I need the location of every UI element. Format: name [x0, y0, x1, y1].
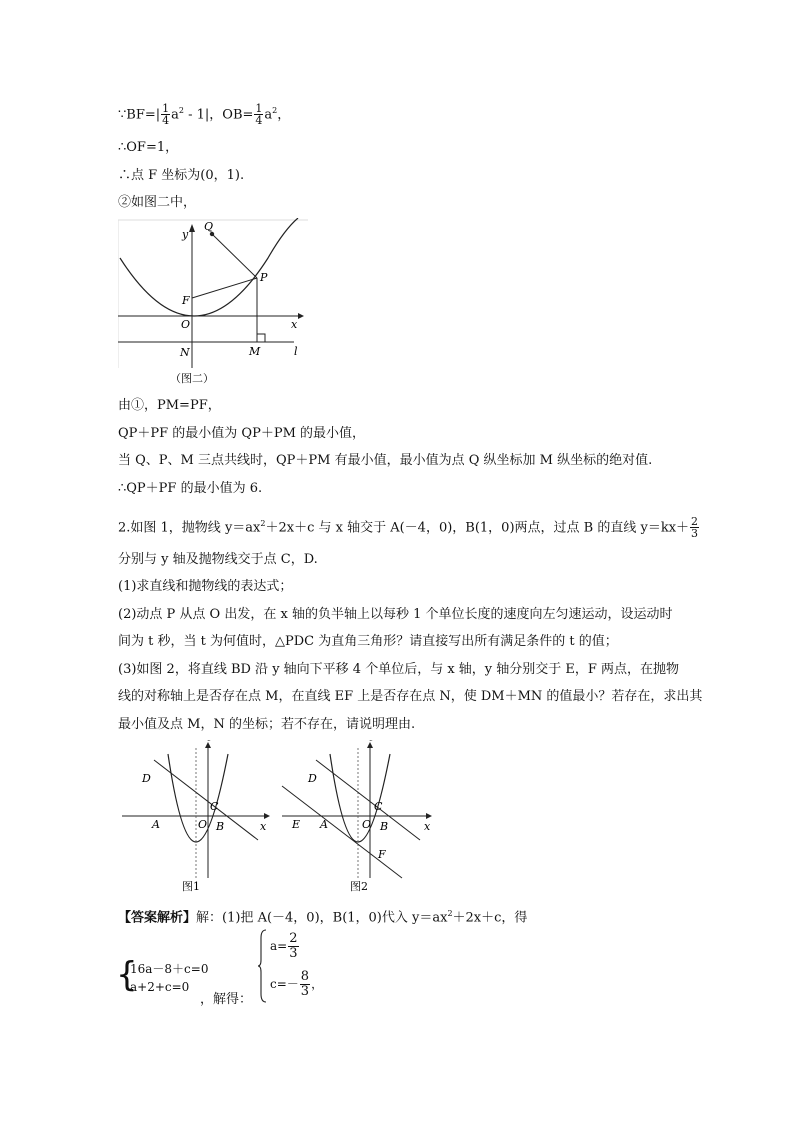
figure-2b-caption: 图2 [350, 880, 368, 892]
label-a: A [152, 818, 160, 831]
q2-part-3c: 最小值及点 M，N 的坐标；若不存在，请说明理由. [118, 717, 416, 732]
label-m: M [249, 345, 261, 358]
segment-qp [212, 234, 257, 278]
answer-tag: 【答案解析】 [118, 910, 197, 926]
y-axis-arrow [367, 742, 373, 748]
label-x: x [260, 820, 267, 833]
fraction-8-3: $\frac{8}{3}$ [300, 969, 310, 999]
line-bf-ob: ∵BF=| $\frac{1}{4}$ $a^2 - 1|$，OB= $\frac{1}{4}$ $a^2$， [118, 102, 291, 128]
label-x: x [291, 318, 298, 331]
q2-line-2: 分别与 y 轴及抛物线交于点 C，D. [118, 552, 318, 567]
label-o: O [198, 818, 208, 831]
line-result: ∴QP＋PF 的最小值为 6. [118, 481, 263, 496]
line-by-1: 由①，PM=PF， [118, 398, 221, 413]
right-brace-solution [258, 928, 268, 1004]
figure-1-diagram [118, 740, 278, 892]
label-b: B [380, 820, 389, 833]
figure-2b-diagram [278, 740, 444, 892]
label-d: D [142, 772, 151, 785]
label-x: x [424, 820, 431, 833]
label-c: C [210, 800, 219, 813]
figure-2-caption: （图二） [170, 372, 214, 385]
fraction-1-4: $\frac{1}{4}$ [162, 102, 170, 128]
q2-part-3a: (3)如图 2，将直线 BD 沿 y 轴向下平移 4 个单位后，与 x 轴，y 轴分别交于 E，F 两点，在抛物 [118, 662, 680, 677]
right-angle-mark [257, 334, 265, 342]
brace-path [258, 930, 266, 1002]
q2-part-1: (1)求直线和抛物线的表达式； [118, 579, 293, 594]
label-n: N [180, 346, 190, 359]
text-because-bf: ∵BF=| [118, 107, 161, 123]
solve-label: ，解得： [200, 992, 253, 1007]
solution-a: a= $\frac{2}{3}$ [270, 931, 298, 961]
y-axis-arrow [189, 224, 195, 232]
line-collinear: 当 Q、P、M 三点共线时，QP＋PM 有最小值，最小值为点 Q 纵坐标加 M 纵坐标的绝对值. [118, 453, 653, 468]
equation-2: a+2+c=0 [130, 980, 190, 994]
label-c: C [374, 800, 383, 813]
fraction-2-3: $\frac{2}{3}$ [691, 515, 699, 541]
label-f: F [378, 848, 386, 861]
q2-part-2a: (2)动点 P 从点 O 出发，在 x 轴的负半轴上以每秒 1 个单位长度的速度向左匀速运动，设运动时 [118, 607, 673, 622]
label-e: E [292, 818, 301, 831]
q2-part-3b: 线的对称轴上是否存在点 M，在直线 EF 上是否存在点 N，使 DM＋MN 的值最小？若存在，求出其 [118, 689, 703, 704]
label-d: D [308, 772, 317, 785]
label-l: l [294, 345, 298, 358]
label-o: O [362, 818, 372, 831]
label-b: B [216, 820, 225, 833]
solution-c: c=－ $\frac{8}{3}$ ， [270, 969, 324, 999]
label-y: y [182, 228, 189, 241]
label-a: A [320, 818, 328, 831]
equation-system [130, 960, 208, 996]
label-q: Q [204, 220, 214, 233]
fraction-2-3-a: $\frac{2}{3}$ [289, 931, 298, 961]
line-f-coordinate: ∴点 F 坐标为(0，1). [118, 168, 245, 183]
q2-intro: 2.如图 1，抛物线 $y=ax^2+2x+c$ 与 x 轴交于 A(－4，0)，B(1，0)两点，过点 B 的直线 y＝kx＋ $\frac{2}{3}$ [118, 515, 699, 541]
x-axis-arrow [298, 313, 304, 319]
x-axis-arrow [264, 813, 270, 819]
label-y [207, 740, 215, 741]
left-brace-system: { [116, 955, 138, 995]
line-min: QP＋PF 的最小值为 QP＋PM 的最小值， [118, 426, 366, 441]
figure-1-caption: 图1 [182, 880, 200, 892]
x-axis-arrow [426, 813, 432, 819]
equation-1: 16a－8＋c=0 [130, 962, 209, 976]
answer-line: 【答案解析】解：(1)把 A(－4，0)，B(1，0)代入 $y=ax^2+2x+c$，得 [118, 909, 528, 926]
line-case-2: ②如图二中， [118, 195, 197, 210]
label-y [369, 740, 377, 741]
line-of: ∴OF=1， [118, 140, 179, 155]
figure-2-diagram [118, 218, 308, 390]
q2-part-2b: 间为 t 秒，当 t 为何值时，△PDC 为直角三角形？请直接写出所有满足条件的 t 的值； [118, 634, 618, 649]
label-p: P [260, 271, 268, 284]
label-o: O [181, 318, 191, 331]
fraction-1-4-b: $\frac{1}{4}$ [255, 102, 263, 128]
y-axis-arrow [205, 742, 211, 748]
segment-fp [192, 278, 257, 298]
label-f: F [182, 294, 190, 307]
